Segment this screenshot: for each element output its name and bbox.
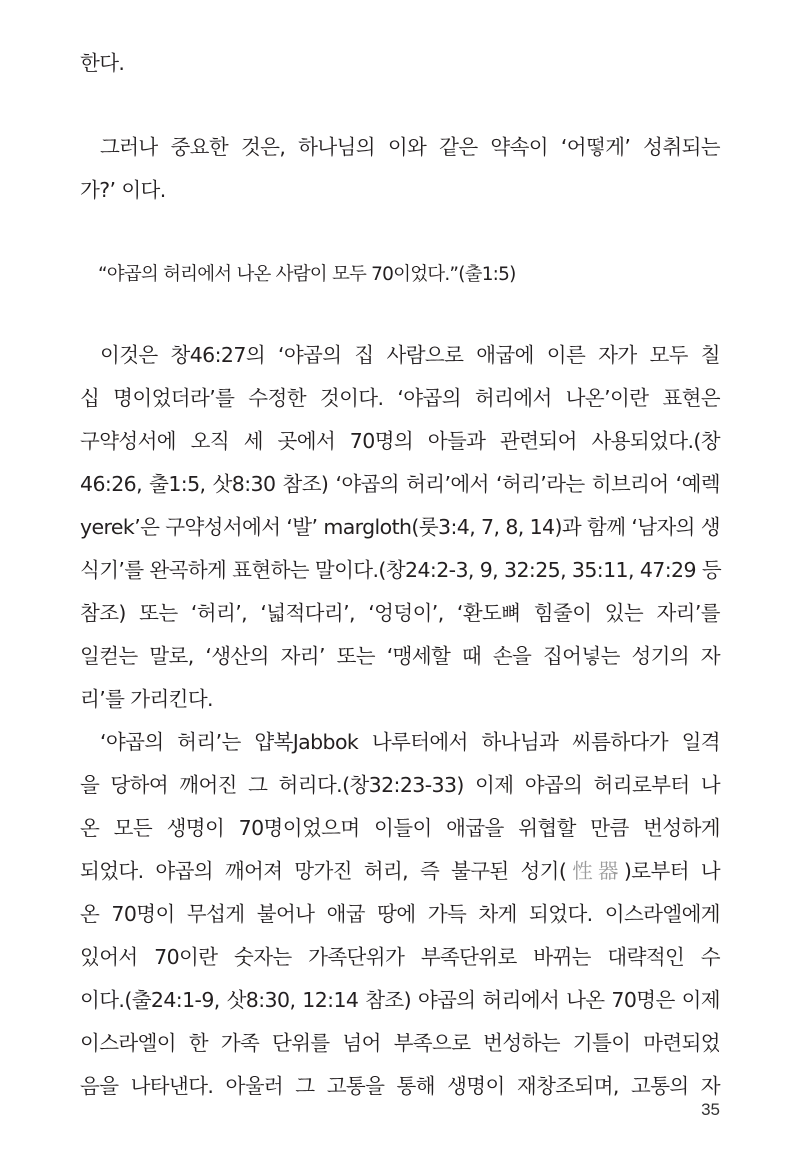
paragraph-first-line: ‘야곱의 허리’는 얍복Jabbok 나루터에서 하나님과 씨름하다가 일격 (100, 730, 720, 754)
text-line: 십 명이었더라’를 수정한 것이다. ‘야곱의 허리에서 나온’이란 표현은 (80, 386, 720, 410)
text-line: 한다. (80, 51, 125, 75)
text-line: 리’를 가리킨다. (80, 687, 213, 711)
scripture-quote: “야곱의 허리에서 나온 사람이 모두 70이었다.”(출1:5) (98, 264, 516, 285)
text-line: 음을 나타낸다. 아울러 그 고통을 통해 생명이 재창조되며, 고통의 자 (80, 1074, 720, 1098)
page-number: 35 (701, 1100, 720, 1119)
text-line: 일컫는 말로, ‘생산의 자리’ 또는 ‘맹세할 때 손을 집어넣는 성기의 자 (80, 644, 720, 668)
text-line: 이스라엘이 한 가족 단위를 넘어 부족으로 번성하는 기틀이 마련되었 (80, 1031, 720, 1055)
text-segment: )로부터 나 (623, 859, 720, 883)
text-line: 가?’ 이다. (80, 178, 166, 202)
text-line: 온 모든 생명이 70명이었으며 이들이 애굽을 위협할 만큼 번성하게 (80, 816, 720, 840)
text-line: yerek’은 구약성서에서 ‘발’ margloth(룻3:4, 7, 8, 14)과 함께 ‘남자의 생 (80, 515, 720, 539)
text-line: 참조) 또는 ‘허리’, ‘넓적다리’, ‘엉덩이’, ‘환도뼈 힘줄이 있는 자리’를 (80, 601, 720, 625)
paragraph-first-line: 그러나 중요한 것은, 하나님의 이와 같은 약속이 ‘어떻게’ 성취되는 (100, 135, 720, 159)
text-line: 46:26, 출1:5, 삿8:30 참조) ‘야곱의 허리’에서 ‘허리’라는 히브리어 ‘예렉 (80, 472, 720, 496)
text-line: 온 70명이 무섭게 불어나 애굽 땅에 가득 차게 되었다. 이스라엘에게 (80, 902, 720, 926)
text-line: 식기’를 완곡하게 표현하는 말이다.(창24:2-3, 9, 32:25, 35:11, 47:29 등 (80, 558, 722, 582)
text-segment: 되었다. 야곱의 깨어져 망가진 허리, 즉 불구된 성기( (80, 859, 567, 883)
text-line: 있어서 70이란 숫자는 가족단위가 부족단위로 바뀌는 대략적인 수 (80, 945, 720, 969)
paragraph-first-line: 이것은 창46:27의 ‘야곱의 집 사람으로 애굽에 이른 자가 모두 칠 (100, 343, 720, 367)
text-line: 구약성서에 오직 세 곳에서 70명의 아들과 관련되어 사용되었다.(창 (80, 429, 720, 453)
text-line: 이다.(출24:1-9, 삿8:30, 12:14 참조) 야곱의 허리에서 나온 70명은 이제 (80, 988, 720, 1012)
text-line-with-hanja (80, 856, 720, 886)
hanja-annotation: 性器 (566, 859, 624, 883)
text-line: 을 당하여 깨어진 그 허리다.(창32:23-33) 이제 야곱의 허리로부터 나 (80, 773, 720, 797)
